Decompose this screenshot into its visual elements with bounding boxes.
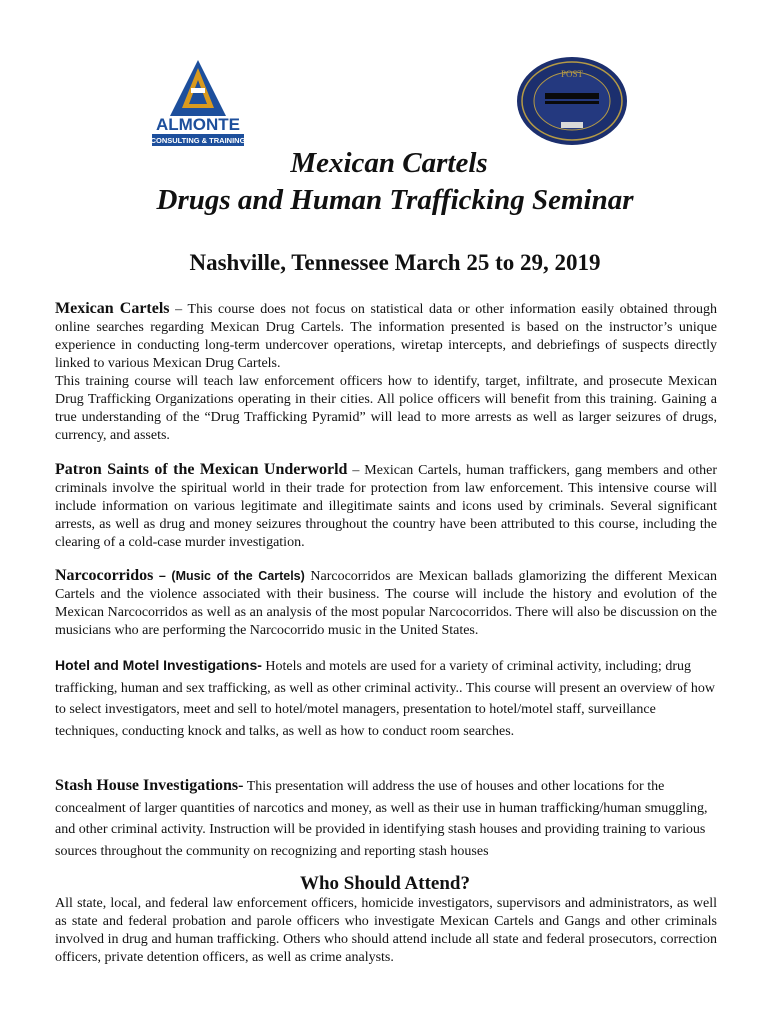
- section-heading: Narcocorridos: [55, 567, 154, 584]
- section-stash-house: [55, 775, 717, 862]
- who-should-attend-heading: Who Should Attend?: [299, 873, 470, 894]
- section-heading: Hotel and Motel Investigations-: [55, 657, 262, 673]
- section-paragraph: [55, 655, 717, 742]
- heading-dash: –: [169, 302, 188, 317]
- svg-text:ALMONTE: ALMONTE: [155, 115, 241, 134]
- section-paragraph: This training course will teach law enforcement officers how to identify, target, infiltrate, and prosecute Mexican Drug Trafficking Organizations operating in their cities. All police officers will benefit from this training. Gaining a true understanding of the “Drug Trafficking Pyramid” will lead to more arrests as well as larger seizures of drugs, currency, and assets.: [55, 374, 717, 443]
- section-narcocorridos: [55, 567, 717, 640]
- section-hotel-motel: [55, 655, 717, 742]
- section-body: Mexican Cartels, human traffickers, gang members and other criminals involve the spiritual world in their trade for protection from law enforcement. This intensive course will include information on various legitimate and illegitimate saints and icons used by criminals. Several significant arrests, as well as drug and money seizures throughout the country have been attributed to this course, including the clearing of a cold-case murder investigation.: [55, 463, 718, 550]
- section-paragraph: All state, local, and federal law enforcement officers, homicide investigators, supervisors and administrators, as well as state and federal probation and parole officers who investigate Mexican Cartels and Gangs and other criminals involved in drug and human trafficking. Others who should attend include all state and federal prosecutors, correction officers, private detention officers, as well as crime analysts.: [55, 896, 717, 965]
- section-patron-saints: [55, 461, 717, 552]
- section-body: This course does not focus on statistical data or other information easily obtained through online searches regarding Mexican Drug Cartels. The information presented is based on the instructor’s unique experience in conducting long-term undercover operations, wiretap intercepts, and debriefings of suspects directly linked to various Mexican Drug Cartels.: [55, 302, 718, 371]
- section-paragraph: [55, 300, 717, 373]
- svg-text:POST: POST: [560, 69, 584, 79]
- post-seal-logo: [515, 55, 630, 147]
- section-heading: Mexican Cartels: [55, 300, 170, 317]
- section-heading: Patron Saints of the Mexican Underworld: [55, 461, 348, 478]
- title-line-2: Drugs and Human Trafficking Seminar: [156, 184, 634, 216]
- section-paragraph: [55, 461, 717, 552]
- heading-dash: –: [347, 463, 365, 478]
- svg-text:CONSULTING & TRAINING: CONSULTING & TRAINING: [150, 136, 246, 145]
- section-mexican-cartels: [55, 300, 717, 445]
- section-who-should-attend: [55, 895, 717, 967]
- section-body: This presentation will address the use of houses and other locations for the concealment of larger quantities of narcotics and money, as well as their use in human trafficking/human smuggling, and other criminal activity. Instruction will be provided in identifying stash houses and providing training to various sources throughout the community on recognizing and reporting stash houses: [55, 779, 708, 859]
- title-line-1: Mexican Cartels: [290, 147, 488, 179]
- section-body: Hotels and motels are used for a variety of criminal activity, including; drug trafficking, human and sex trafficking, as well as other criminal activity.. This course will present an overview of how to select investigators, meet and sell to hotel/motel managers, presentation to hotel/motel staff, surveillance techniques, conducting knock and talks, as well as how to conduct room searches.: [55, 659, 716, 739]
- section-subheading: – (Music of the Cartels): [153, 569, 305, 583]
- section-heading: Stash House Investigations-: [55, 777, 244, 794]
- event-location-date: Nashville, Tennessee March 25 to 29, 2019: [189, 250, 601, 275]
- section-paragraph: [55, 567, 717, 640]
- section-paragraph: [55, 775, 717, 862]
- section-body: Narcocorridos are Mexican ballads glamorizing the different Mexican Cartels and the violence associated with their business. The course will include the history and evolution of the Mexican Narcocorridos as well as an analysis of the most popular Narcocorridos. There will also be discussion on the musicians who are performing the Narcocorrido music in the United States.: [55, 569, 717, 638]
- almonte-logo: [148, 58, 248, 150]
